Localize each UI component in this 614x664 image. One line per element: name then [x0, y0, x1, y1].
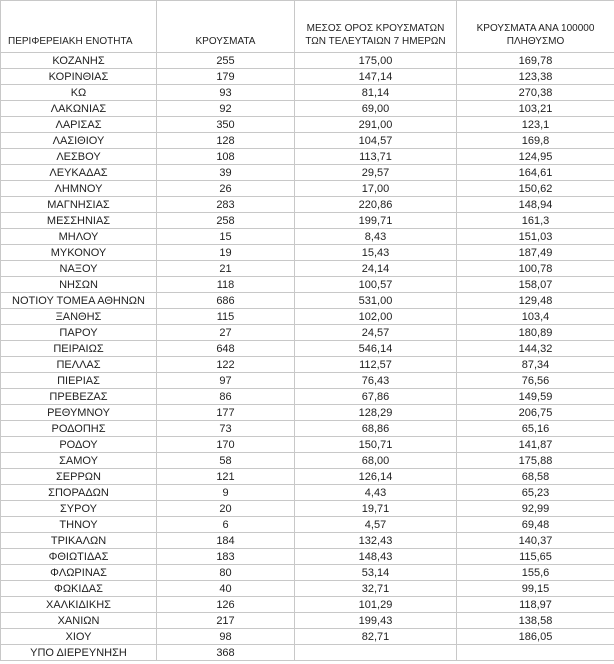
table-row — [1, 293, 614, 309]
table-row — [1, 533, 614, 549]
cases-per-100k-cell: 169,8 — [457, 133, 614, 149]
region-cell: ΛΑΡΙΣΑΣ — [1, 117, 157, 133]
cases-cell: 98 — [157, 629, 295, 645]
table-row — [1, 549, 614, 565]
cases-per-100k-cell: 206,75 — [457, 405, 614, 421]
cases-cell: 80 — [157, 565, 295, 581]
cases-per-100k-cell: 115,65 — [457, 549, 614, 565]
cases-cell: 126 — [157, 597, 295, 613]
cases-per-100k-cell: 151,03 — [457, 229, 614, 245]
cases-cell: 27 — [157, 325, 295, 341]
region-cell: ΠΕΛΛΑΣ — [1, 357, 157, 373]
cases-cell: 115 — [157, 309, 295, 325]
table-row — [1, 277, 614, 293]
cases-per-100k-cell: 175,88 — [457, 453, 614, 469]
cases-per-100k-cell: 141,87 — [457, 437, 614, 453]
cases-cell: 58 — [157, 453, 295, 469]
region-cell: ΚΟΖΑΝΗΣ — [1, 53, 157, 69]
region-cell: ΡΕΘΥΜΝΟΥ — [1, 405, 157, 421]
cases-per-100k-cell: 144,32 — [457, 341, 614, 357]
region-cell: ΚΟΡΙΝΘΙΑΣ — [1, 69, 157, 85]
cases-cell: 26 — [157, 181, 295, 197]
cases-per-100k-cell: 161,3 — [457, 213, 614, 229]
table-row — [1, 357, 614, 373]
avg-7day-cases-cell: 32,71 — [295, 581, 457, 597]
cases-per-100k-cell: 138,58 — [457, 613, 614, 629]
cases-per-100k-cell: 187,49 — [457, 245, 614, 261]
cases-per-100k-cell: 155,6 — [457, 565, 614, 581]
table-row — [1, 261, 614, 277]
region-cell: ΛΕΣΒΟΥ — [1, 149, 157, 165]
avg-7day-cases-cell: 128,29 — [295, 405, 457, 421]
cases-per-100k-cell: 123,38 — [457, 69, 614, 85]
table-row — [1, 373, 614, 389]
region-cell: ΧΑΛΚΙΔΙΚΗΣ — [1, 597, 157, 613]
region-cell: ΜΗΛΟΥ — [1, 229, 157, 245]
cases-per-100k-cell: 180,89 — [457, 325, 614, 341]
cases-per-100k-cell: 164,61 — [457, 165, 614, 181]
table-row — [1, 245, 614, 261]
avg-7day-cases-cell: 113,71 — [295, 149, 457, 165]
region-cell: ΛΗΜΝΟΥ — [1, 181, 157, 197]
table-row — [1, 517, 614, 533]
cases-per-100k-cell: 76,56 — [457, 373, 614, 389]
avg-7day-cases-cell: 68,00 — [295, 453, 457, 469]
table-row — [1, 309, 614, 325]
region-cell: ΠΙΕΡΙΑΣ — [1, 373, 157, 389]
cases-per-100k-cell: 140,37 — [457, 533, 614, 549]
cases-per-100k-cell: 100,78 — [457, 261, 614, 277]
cases-cell: 217 — [157, 613, 295, 629]
table-row — [1, 501, 614, 517]
region-cell: ΜΑΓΝΗΣΙΑΣ — [1, 197, 157, 213]
cases-cell: 350 — [157, 117, 295, 133]
avg-7day-cases-cell — [295, 645, 457, 661]
avg-7day-cases-cell: 67,86 — [295, 389, 457, 405]
cases-cell: 39 — [157, 165, 295, 181]
column-header-cases: ΚΡΟΥΣΜΑΤΑ — [157, 1, 295, 53]
avg-7day-cases-cell: 19,71 — [295, 501, 457, 517]
region-cell: ΣΥΡΟΥ — [1, 501, 157, 517]
region-cell: ΥΠΟ ΔΙΕΡΕΥΝΗΣΗ — [1, 645, 157, 661]
avg-7day-cases-cell: 17,00 — [295, 181, 457, 197]
table-row — [1, 325, 614, 341]
cases-per-100k-cell: 149,59 — [457, 389, 614, 405]
avg-7day-cases-cell: 100,57 — [295, 277, 457, 293]
region-cell: ΦΘΙΩΤΙΔΑΣ — [1, 549, 157, 565]
region-cell: ΝΟΤΙΟΥ ΤΟΜΕΑ ΑΘΗΝΩΝ — [1, 293, 157, 309]
cases-per-100k-cell: 68,58 — [457, 469, 614, 485]
avg-7day-cases-cell: 175,00 — [295, 53, 457, 69]
cases-cell: 86 — [157, 389, 295, 405]
cases-cell: 9 — [157, 485, 295, 501]
avg-7day-cases-cell: 15,43 — [295, 245, 457, 261]
avg-7day-cases-cell: 69,00 — [295, 101, 457, 117]
cases-per-100k-cell: 65,16 — [457, 421, 614, 437]
cases-per-100k-cell: 158,07 — [457, 277, 614, 293]
table-row — [1, 485, 614, 501]
cases-cell: 118 — [157, 277, 295, 293]
cases-cell: 686 — [157, 293, 295, 309]
cases-per-100k-cell: 69,48 — [457, 517, 614, 533]
avg-7day-cases-cell: 112,57 — [295, 357, 457, 373]
table-row — [1, 469, 614, 485]
cases-per-100k-cell: 150,62 — [457, 181, 614, 197]
avg-7day-cases-cell: 8,43 — [295, 229, 457, 245]
cases-cell: 92 — [157, 101, 295, 117]
cases-per-100k-cell: 124,95 — [457, 149, 614, 165]
cases-cell: 177 — [157, 405, 295, 421]
table-row — [1, 69, 614, 85]
avg-7day-cases-cell: 76,43 — [295, 373, 457, 389]
cases-cell: 122 — [157, 357, 295, 373]
region-cell: ΡΟΔΟΥ — [1, 437, 157, 453]
region-cell: ΠΕΙΡΑΙΩΣ — [1, 341, 157, 357]
region-cell: ΣΑΜΟΥ — [1, 453, 157, 469]
region-cell: ΤΡΙΚΑΛΩΝ — [1, 533, 157, 549]
table-row — [1, 133, 614, 149]
cases-per-100k-cell: 118,97 — [457, 597, 614, 613]
table-row — [1, 581, 614, 597]
cases-cell: 93 — [157, 85, 295, 101]
region-cell: ΦΩΚΙΔΑΣ — [1, 581, 157, 597]
cases-cell: 97 — [157, 373, 295, 389]
header-row — [1, 1, 614, 53]
cases-per-100k-cell: 103,4 — [457, 309, 614, 325]
cases-cell: 258 — [157, 213, 295, 229]
region-cell: ΣΕΡΡΩΝ — [1, 469, 157, 485]
cases-per-100k-cell: 123,1 — [457, 117, 614, 133]
column-header-cases-per-100k: ΚΡΟΥΣΜΑΤΑ ΑΝΑ 100000 ΠΛΗΘΥΣΜΟ — [457, 1, 614, 53]
table-row — [1, 117, 614, 133]
avg-7day-cases-cell: 104,57 — [295, 133, 457, 149]
region-cell: ΜΥΚΟΝΟΥ — [1, 245, 157, 261]
avg-7day-cases-cell: 150,71 — [295, 437, 457, 453]
avg-7day-cases-cell: 148,43 — [295, 549, 457, 565]
column-header-7day-average: ΜΕΣΟΣ ΟΡΟΣ ΚΡΟΥΣΜΑΤΩΝ ΤΩΝ ΤΕΛΕΥΤΑΙΩΝ 7 ΗΜΕΡΩΝ — [295, 1, 457, 53]
avg-7day-cases-cell: 68,86 — [295, 421, 457, 437]
cases-cell: 121 — [157, 469, 295, 485]
avg-7day-cases-cell: 291,00 — [295, 117, 457, 133]
cases-cell: 15 — [157, 229, 295, 245]
cases-per-100k-cell: 65,23 — [457, 485, 614, 501]
avg-7day-cases-cell: 220,86 — [295, 197, 457, 213]
cases-per-100k-cell — [457, 645, 614, 661]
cases-per-100k-cell: 148,94 — [457, 197, 614, 213]
region-cell: ΚΩ — [1, 85, 157, 101]
avg-7day-cases-cell: 24,14 — [295, 261, 457, 277]
avg-7day-cases-cell: 546,14 — [295, 341, 457, 357]
avg-7day-cases-cell: 199,71 — [295, 213, 457, 229]
cases-per-100k-cell: 99,15 — [457, 581, 614, 597]
avg-7day-cases-cell: 102,00 — [295, 309, 457, 325]
table-row — [1, 405, 614, 421]
table-row — [1, 629, 614, 645]
cases-per-100k-cell: 87,34 — [457, 357, 614, 373]
avg-7day-cases-cell: 101,29 — [295, 597, 457, 613]
cases-cell: 283 — [157, 197, 295, 213]
table-row — [1, 85, 614, 101]
cases-cell: 184 — [157, 533, 295, 549]
avg-7day-cases-cell: 53,14 — [295, 565, 457, 581]
cases-cell: 19 — [157, 245, 295, 261]
avg-7day-cases-cell: 126,14 — [295, 469, 457, 485]
region-cell: ΣΠΟΡΑΔΩΝ — [1, 485, 157, 501]
region-cell: ΞΑΝΘΗΣ — [1, 309, 157, 325]
table-row — [1, 453, 614, 469]
region-cell: ΝΗΣΩΝ — [1, 277, 157, 293]
region-cell: ΦΛΩΡΙΝΑΣ — [1, 565, 157, 581]
region-cell: ΝΑΞΟΥ — [1, 261, 157, 277]
region-cell: ΛΑΣΙΘΙΟΥ — [1, 133, 157, 149]
table-row — [1, 181, 614, 197]
cases-cell: 648 — [157, 341, 295, 357]
table-row — [1, 421, 614, 437]
region-cell: ΡΟΔΟΠΗΣ — [1, 421, 157, 437]
table-row — [1, 389, 614, 405]
table-row — [1, 645, 614, 661]
table-row — [1, 437, 614, 453]
column-header-regional-unit: ΠΕΡΙΦΕΡΕΙΑΚΗ ΕΝΟΤΗΤΑ — [1, 1, 157, 53]
table-row — [1, 229, 614, 245]
cases-per-100k-cell: 92,99 — [457, 501, 614, 517]
table-row — [1, 565, 614, 581]
cases-per-100k-cell: 129,48 — [457, 293, 614, 309]
avg-7day-cases-cell: 531,00 — [295, 293, 457, 309]
region-cell: ΛΕΥΚΑΔΑΣ — [1, 165, 157, 181]
cases-cell: 108 — [157, 149, 295, 165]
avg-7day-cases-cell: 81,14 — [295, 85, 457, 101]
region-cell: ΛΑΚΩΝΙΑΣ — [1, 101, 157, 117]
avg-7day-cases-cell: 4,43 — [295, 485, 457, 501]
region-cell: ΤΗΝΟΥ — [1, 517, 157, 533]
cases-cell: 20 — [157, 501, 295, 517]
region-cell: ΠΑΡΟΥ — [1, 325, 157, 341]
region-cell: ΧΙΟΥ — [1, 629, 157, 645]
table-row — [1, 165, 614, 181]
cases-cell: 128 — [157, 133, 295, 149]
table-row — [1, 213, 614, 229]
cases-cell: 255 — [157, 53, 295, 69]
cases-cell: 40 — [157, 581, 295, 597]
region-cell: ΧΑΝΙΩΝ — [1, 613, 157, 629]
region-cell: ΜΕΣΣΗΝΙΑΣ — [1, 213, 157, 229]
cases-per-100k-cell: 186,05 — [457, 629, 614, 645]
table-row — [1, 53, 614, 69]
avg-7day-cases-cell: 199,43 — [295, 613, 457, 629]
avg-7day-cases-cell: 29,57 — [295, 165, 457, 181]
table-body — [1, 53, 614, 661]
cases-cell: 368 — [157, 645, 295, 661]
region-cell: ΠΡΕΒΕΖΑΣ — [1, 389, 157, 405]
table-row — [1, 597, 614, 613]
avg-7day-cases-cell: 82,71 — [295, 629, 457, 645]
avg-7day-cases-cell: 132,43 — [295, 533, 457, 549]
cases-cell: 6 — [157, 517, 295, 533]
avg-7day-cases-cell: 147,14 — [295, 69, 457, 85]
cases-per-100k-cell: 103,21 — [457, 101, 614, 117]
table-row — [1, 613, 614, 629]
cases-per-100k-cell: 270,38 — [457, 85, 614, 101]
table-row — [1, 341, 614, 357]
cases-per-100k-cell: 169,78 — [457, 53, 614, 69]
table-row — [1, 101, 614, 117]
cases-cell: 170 — [157, 437, 295, 453]
table-row — [1, 197, 614, 213]
avg-7day-cases-cell: 4,57 — [295, 517, 457, 533]
table-row — [1, 149, 614, 165]
avg-7day-cases-cell: 24,57 — [295, 325, 457, 341]
cases-cell: 73 — [157, 421, 295, 437]
cases-cell: 183 — [157, 549, 295, 565]
cases-cell: 21 — [157, 261, 295, 277]
cases-cell: 179 — [157, 69, 295, 85]
